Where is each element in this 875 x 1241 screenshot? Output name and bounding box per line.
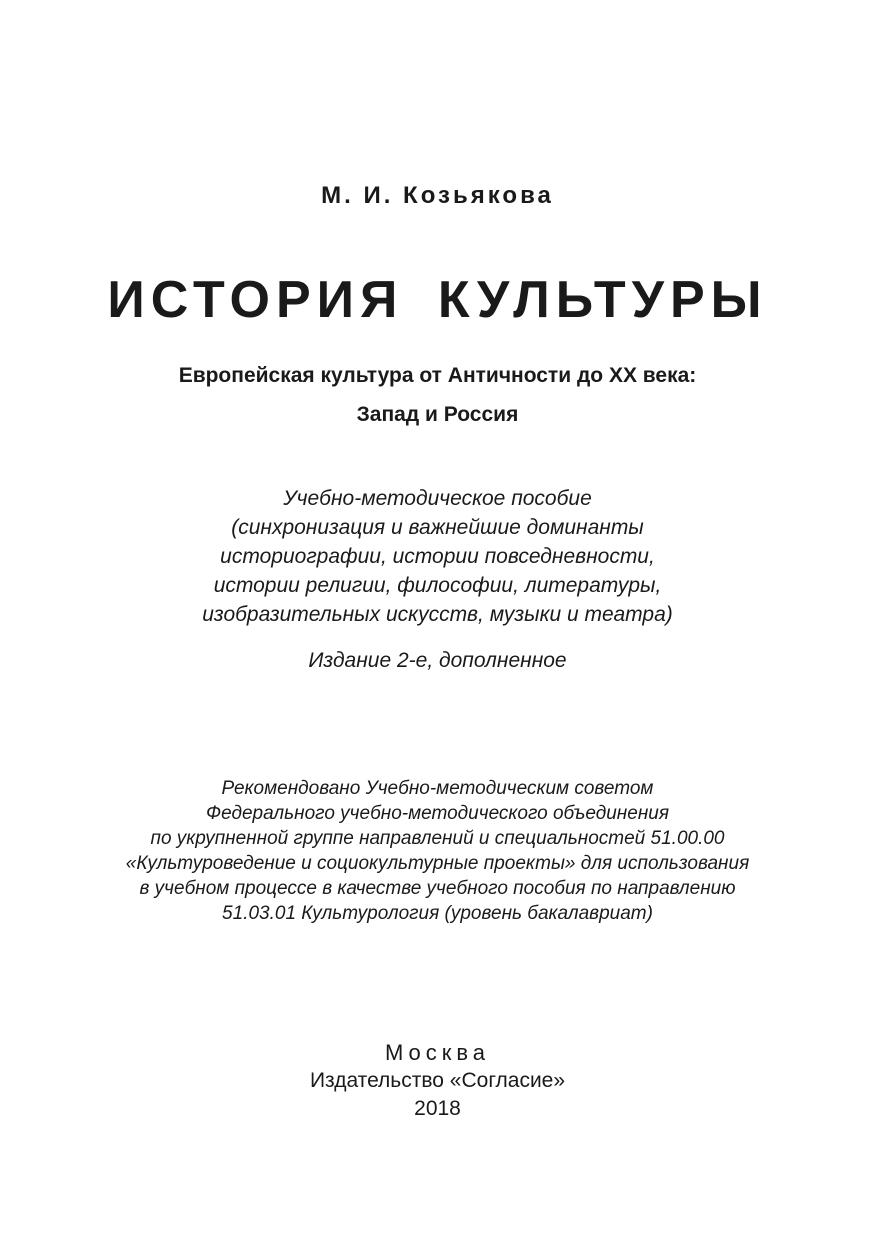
book-title: ИСТОРИЯ КУЛЬТУРЫ (107, 271, 768, 329)
recommendation-line: Федерального учебно-методического объединения (205, 803, 669, 824)
imprint-city: Москва (384, 1040, 491, 1065)
description-line: (синхронизация и важнейшие доминанты (231, 516, 644, 539)
subtitle-line-1: Европейская культура от Античности до ХХ века: (178, 364, 697, 387)
imprint-publisher: Издательство «Согласие» (309, 1069, 566, 1092)
description-line: историографии, истории повседневности, (220, 545, 655, 568)
subtitle-line-2: Запад и Россия (356, 403, 519, 426)
imprint-year: 2018 (414, 1097, 461, 1120)
description-line: изобразительных искусств, музыки и театра) (202, 603, 673, 626)
recommendation-line: в учебном процессе в качестве учебного пособия по направлению (139, 878, 736, 899)
description-line: истории религии, философии, литературы, (213, 574, 662, 597)
recommendation-line: «Культуроведение и социокультурные проекты» для использования (125, 853, 750, 874)
description-block (0, 484, 875, 629)
description-line: Учебно-методическое пособие (283, 487, 592, 510)
recommendation-line: по укрупненной группе направлений и специальностей 51.00.00 (150, 828, 725, 849)
recommendation-line: Рекомендовано Учебно-методическим советом (221, 778, 654, 799)
edition-note: Издание 2-е, дополненное (308, 649, 567, 672)
recommendation-line: 51.03.01 Культурология (уровень бакалавриат) (222, 903, 653, 924)
author-name: М. И. Козьякова (321, 182, 554, 209)
recommendation-block (0, 776, 875, 926)
